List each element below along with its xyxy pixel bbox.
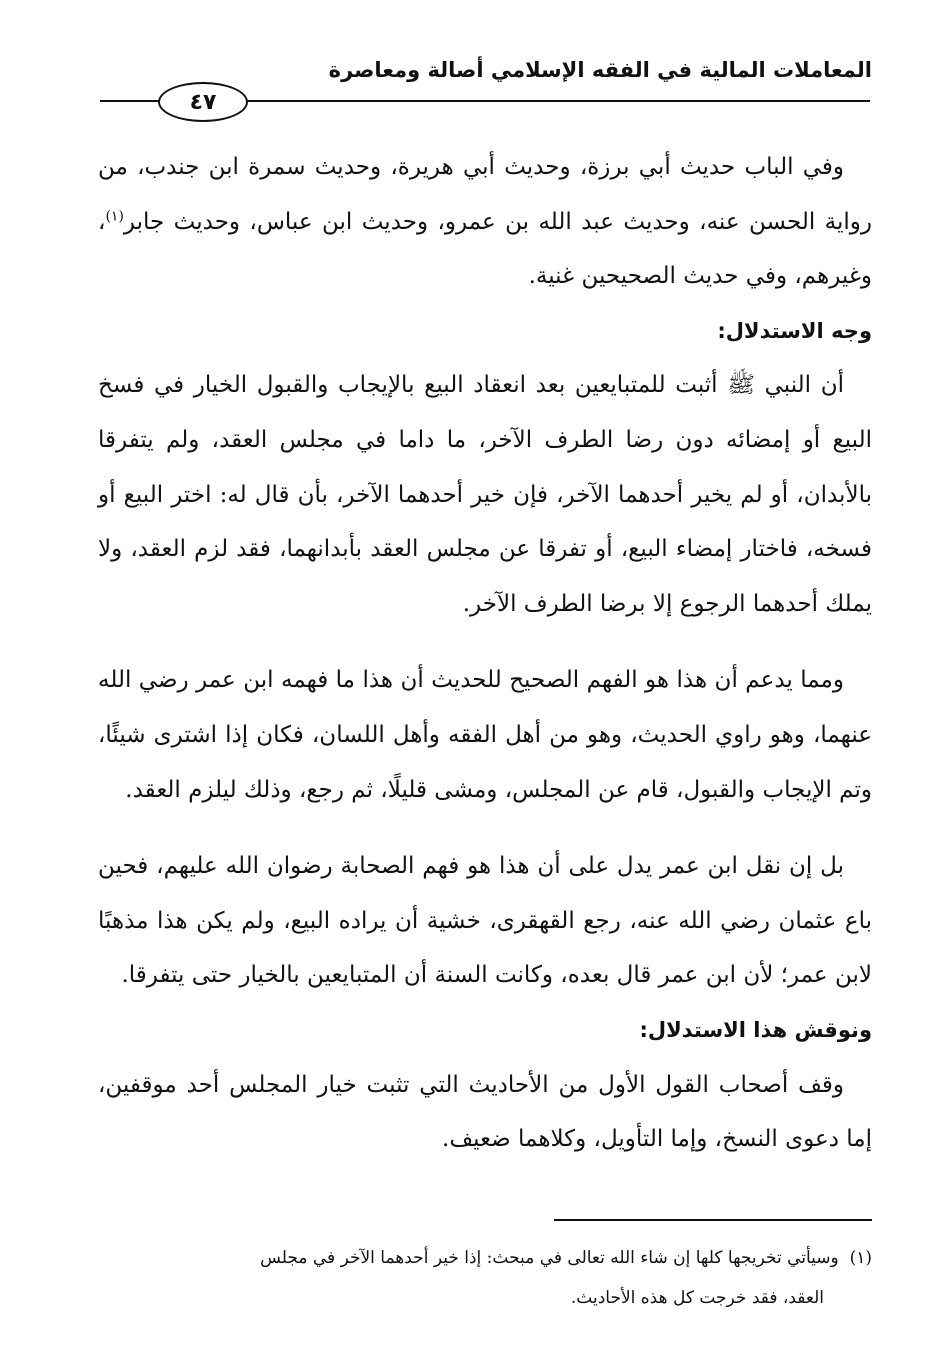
paragraph-3: ومما يدعم أن هذا هو الفهم الصحيح للحديث أن هذا ما فهمه ابن عمر رضي الله عنهما، وهو راوي الحديث، وهو من أهل الفقه وأهل اللسان، فكان إذا اشترى شيئًا، وتم الإيجاب والقبول، قام عن المجلس، ومشى قليلًا، ثم رجع، وذلك ليلزم العقد. bbox=[98, 667, 872, 803]
page-number-badge bbox=[158, 82, 248, 122]
footnote-text-1: وسيأتي تخريجها كلها إن شاء الله تعالى في مبحث: إذا خير أحدهما الآخر في مجلس bbox=[260, 1248, 839, 1268]
footnote-marker: (١) bbox=[849, 1248, 872, 1268]
footnote-line-1 bbox=[98, 1238, 872, 1278]
footnote-reference: (١) bbox=[105, 207, 124, 224]
paragraph-1-text: وفي الباب حديث أبي برزة، وحديث أبي هريرة، وحديث سمرة ابن جندب، من رواية الحسن عنه، وحديث عبد الله بن عمرو، وحديث ابن عباس، وحديث جابر bbox=[98, 154, 872, 235]
footnote bbox=[98, 1238, 872, 1318]
paragraph-2: أن النبي ﷺ أثبت للمتبايعين بعد انعقاد البيع بالإيجاب والقبول الخيار في فسخ البيع أو إمضائه دون رضا الطرف الآخر، ما داما في مجلس العقد، ولم يتفرقا بالأبدان، أو لم يخير أحدهما الآخر، فإن خير أحدهما الآخر، بأن قال له: اختر البيع أو فسخه، فاختار إمضاء البيع، أو تفرقا عن مجلس العقد بأبدانهما، فقد لزم العقد، ولا يملك أحدهما الرجوع إلا برضا الطرف الآخر. bbox=[98, 372, 872, 617]
section-heading-evidence: وجه الاستدلال: bbox=[717, 318, 872, 343]
paragraph-5: وقف أصحاب القول الأول من الأحاديث التي تثبت خيار المجلس أحد موقفين، إما دعوى النسخ، وإما التأويل، وكلاهما ضعيف. bbox=[98, 1071, 872, 1153]
page-number: ٤٧ bbox=[189, 89, 217, 115]
paragraph-1 bbox=[98, 140, 872, 304]
paragraph-1-tail: ، وغيرهم، وفي حديث الصحيحين غنية. bbox=[98, 208, 872, 290]
footnote-rule bbox=[554, 1219, 872, 1221]
footnote-text-2: العقد، فقد خرجت كل هذه الأحاديث. bbox=[570, 1288, 824, 1308]
main-text bbox=[98, 140, 872, 1167]
section-heading-discussion: ونوقش هذا الاستدلال: bbox=[639, 1017, 872, 1042]
paragraph-4: بل إن نقل ابن عمر يدل على أن هذا هو فهم الصحابة رضوان الله عليهم، فحين باع عثمان رضي الله عنه، رجع القهقرى، خشية أن يراده البيع، ولم يكن هذا مذهبًا لابن عمر؛ لأن ابن عمر قال بعده، وكانت السنة أن المتبايعين بالخيار حتى يتفرقا. bbox=[98, 853, 872, 989]
running-header-title: المعاملات المالية في الفقه الإسلامي أصالة ومعاصرة bbox=[328, 58, 872, 82]
